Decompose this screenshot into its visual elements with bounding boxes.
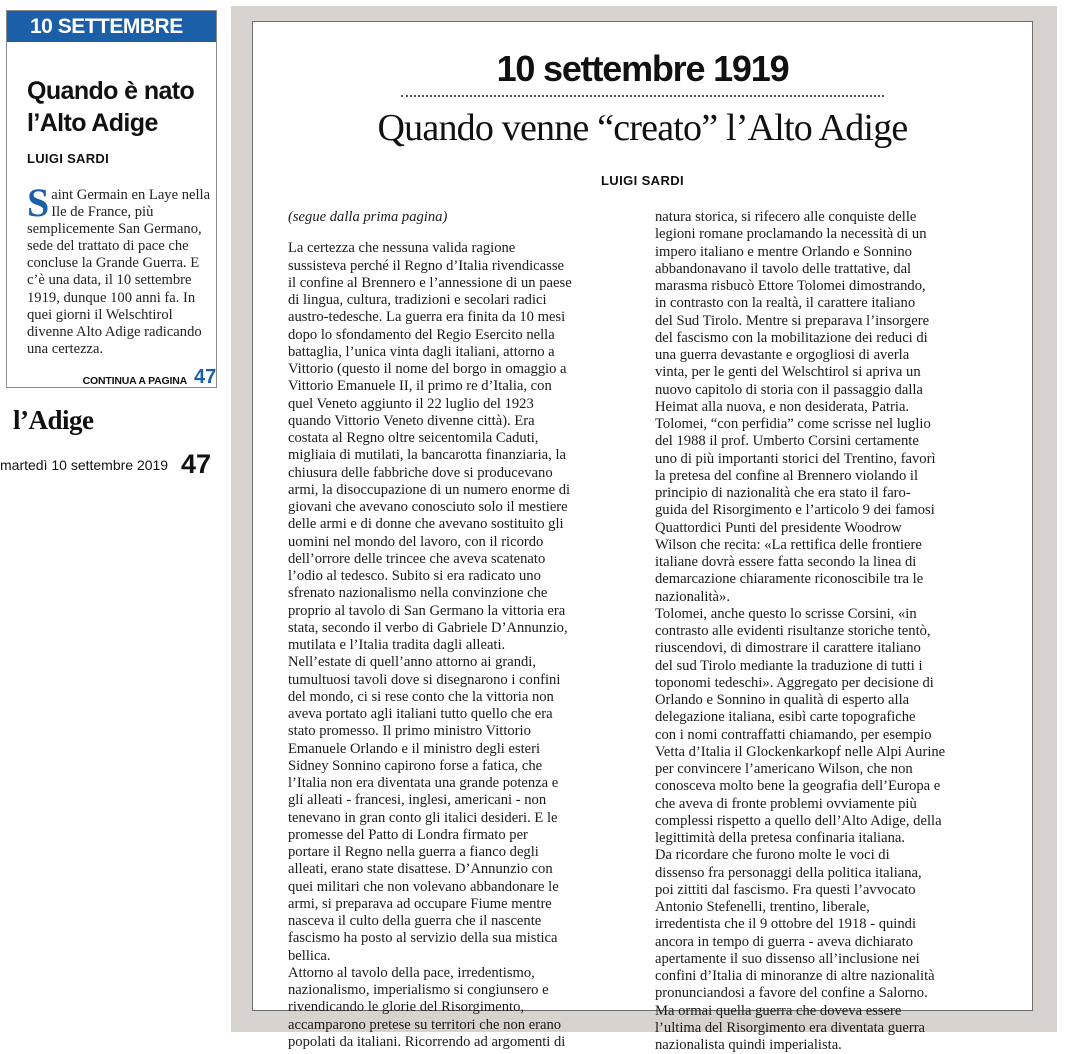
text-line: tumultuosi tavoli dove si disegnarono i confini [288,671,561,688]
text-line: per convincere l’americano Wilson, che non [655,761,913,777]
text-line: conosceva molto bene la geografia dell’Europa e [655,778,941,795]
article-column-right [655,209,1000,1054]
text-line: legittimità della pretesa confinaria italiana. [655,830,906,846]
teaser-author: LUIGI SARDI [27,151,110,166]
text-line: natura storica, si rifecero alle conquiste delle [655,209,917,225]
text-line: impero italiano e mentre Orlando e Sonnino [655,243,912,260]
text-line: alleati, erano state disattese. D’Annunzio con [288,861,553,878]
text-line: uomini nel mondo del lavoro, con il ricordo [288,533,544,550]
text-line: nazionalità». [655,588,730,605]
text-line: riuscendovi, di dimostrare il carattere italiano [655,640,921,657]
text-line: austro-tedesche. La guerra era finita da 10 mesi [288,309,566,326]
teaser-headline: Quando è nato l’Alto Adige [27,77,195,137]
text-line: Antonio Stefenelli, trentino, liberale, [655,899,870,915]
text-line: marasma risbucò Ettore Tolomei dimostrando, [655,278,926,294]
teaser-dropcap: S [27,180,50,225]
text-line: (segue dalla prima pagina) [288,209,448,225]
text-line: quel Veneto aggiunto il 22 luglio del 1923 [288,395,534,412]
text-line: Da ricordare che furono molte le voci di [655,847,890,864]
article-kicker: 10 settembre 1919 [496,48,789,89]
text-line: Quattordici Punti del presidente Woodrow [655,519,902,536]
text-line: confini d’Italia di minoranze di altre nazionalità [655,968,935,984]
text-line: ancora in tempo di guerra - aveva dichiarato [655,933,914,950]
text-line: contrasto alle evidenti risultanze storiche tentò, [655,623,931,639]
text-line: del 1988 il prof. Umberto Corsini certamente [655,433,919,450]
text-line: legioni romane proclamando la necessità di un [655,226,927,243]
text-line: battaglia, l’unica vinta dagli italiani, attorno a [288,343,555,360]
teaser-continue-page-link[interactable]: 47 [194,366,217,388]
text-line: complessi rispetto a quello dell’Alto Adige, della [655,812,942,829]
text-line: l’ultima del Risorgimento era diventata guerra [655,1019,926,1036]
paragraph-gap [288,226,634,240]
text-line: accamparono pretese su territori che non erano [288,1016,562,1033]
issue-date: martedì 10 settembre 2019 [0,457,169,473]
page-number: 47 [181,449,212,479]
text-line: di lingua, cultura, tradizioni e secolari radici [288,292,547,308]
text-line: Ma ormai quella guerra che doveva essere [655,1002,902,1019]
text-line: l’Italia non era diventata una grande potenza e [288,775,559,791]
text-line: Tolomei, “con perfidia” come scrisse nel luglio [655,416,931,432]
text-line: Tolomei, anche questo lo scrisse Corsini, «in [655,605,917,622]
text-line: stata, secondo il verbo di Gabriele D’Annunzio, [288,619,568,636]
text-line: dopo lo sfondamento del Regio Esercito nella [288,326,555,343]
text-line: Nell’estate di quell’anno attorno ai grandi, [288,654,537,671]
teaser-date-bar: 10 SETTEMBRE 1919 [7,11,216,42]
text-line: portare il Regno nella guerra a fianco degli [288,844,539,860]
text-line: del Sud Tirolo. Mentre si preparava l’insorgere [655,312,930,329]
text-line: la pretesa del confine al Brennero violando il [655,467,918,484]
text-line: chiusura delle fabbriche dove si producevano [288,464,553,481]
text-line: toponomi tedeschi». Aggregato per decisione di [655,674,934,691]
text-line: La certezza che nessuna valida ragione [288,240,516,257]
text-line: Heimat alla nuova, e non desiderata, Patria. [655,398,910,415]
teaser-box [6,10,217,388]
text-line: vinta, per le genti del Welschtirol si apriva un [655,364,921,381]
text-line: abbandonavano il tavolo delle trattative, dal [655,260,912,277]
text-line: una guerra devastante e orgogliosi di averla [655,347,910,363]
text-line: Emanuele Orlando e il ministro degli esteri [288,740,541,757]
text-line: in contrasto con la realtà, il carattere italiano [655,295,916,312]
text-line: sussisteva perché il Regno d’Italia rivendicasse [288,257,564,274]
text-line: dissenso fra personaggi della politica italiana, [655,864,922,881]
text-line: gli alleati - francesi, inglesi, americani - non [288,792,547,809]
text-line: apertamente il suo dissenso all’inclusione nei [655,950,920,967]
text-line: guida del Risorgimento e l’articolo 9 dei famosi [655,502,935,519]
text-line: Vetta d’Italia il Glockenkarkopf nelle Alpi Aurine [655,743,946,760]
text-line: italiane dovrà essere fatta secondo la linea di [655,554,917,570]
text-line: Attorno al tavolo della pace, irredentismo, [288,964,535,981]
text-line: nazionalismo, imperialismo si congiunsero e [288,982,549,998]
text-line: Orlando e Sonnino in qualità di esperto alla [655,692,910,708]
article-author: LUIGI SARDI [600,173,685,188]
text-line: del mondo, ci si rese conto che la vittoria non [288,688,554,705]
text-line: proprio al tavolo di San Germano la vittoria era [288,602,566,619]
text-line: principio di nazionalità che era stato il faro- [655,485,911,501]
teaser-body: aint Germain en Laye nella Ile de France, più semplicemente San Germano, sede del trattato di pace che concluse la Grande Guerra. E c’è una data, il 10 settembre 1919, dunque 100 anni fa. In quei giorni il Welschtirol divenne Alto Adige radicando una certezza. [27,187,211,357]
text-line: mutilata e l’Italia tradita dagli alleati. [288,637,506,653]
article-column-left [288,209,634,1051]
text-line: poi zittiti dal fascismo. Fra questi l’avvocato [655,881,916,898]
text-line: che aveva di fronte problemi ovviamente più [655,795,917,812]
text-line: Vittorio Emanuele II, il primo re d’Italia, con [288,378,552,395]
text-line: delle armi e di donne che avevano sostituito gli [288,516,564,533]
text-line: Vittorio (questo il nome del borgo in omaggio a [288,361,567,377]
teaser-continue-label: CONTINUA A PAGINA [82,375,187,387]
text-line: il confine al Brennero e l’annessione di un paese [288,274,572,291]
text-line: sfrenato nazionalismo nella convinzione che [288,585,548,602]
text-line: con i nomi contraffatti chiamando, per esempio [655,726,932,743]
teaser-text [27,180,215,358]
text-line: giovani che avevano conosciuto solo il mestiere [288,499,568,515]
text-line: tenevano in gran conto gli italici desideri. E le [288,809,558,826]
text-line: armi, si preparava ad occupare Fiume mentre [288,895,552,912]
text-line: l’odio al tedesco. Subito si era radicato uno [288,568,541,584]
text-line: dell’orrore delle trincee che aveva scatenato [288,550,546,567]
text-line: nuovo capitolo di storia con il passaggio dalla [655,381,923,398]
text-line: bellica. [288,947,331,964]
text-line: stato promesso. Il primo ministro Vittorio [288,723,531,740]
text-line: pronunciandosi a favore del confine a Salorno. [655,985,928,1002]
text-line: rivendicando le glorie del Risorgimento, [288,999,525,1016]
text-line: costata al Regno oltre seicentomila Caduti, [288,430,539,446]
text-line: migliaia di mutilati, la bancarotta finanziaria, la [288,447,566,464]
text-line: del fascismo con la mobilitazione dei reduci di [655,329,928,346]
article-title: Quando venne “creato” l’Alto Adige [377,107,908,149]
text-line: Wilson che recita: «La rettifica delle frontiere [655,536,922,553]
text-line: armi, la disoccupazione di un numero enorme di [288,481,571,498]
text-line: promesse del Patto di Londra firmato per [288,826,528,843]
text-line: nasceva il culto della guerra che il nascente [288,913,542,929]
text-line: quando Vittorio Veneto divenne città). Era [288,412,535,429]
text-line: nazionalista quindi imperialista. [655,1037,842,1053]
text-line: delegazione italiana, esibì carte topografiche [655,709,916,726]
text-line: demarcazione chiaramente riconoscibile tra le [655,571,924,588]
kicker-dotted-rule [401,95,884,97]
text-line: del sud Tirolo mediante la traduzione di tutti i [655,657,923,674]
text-line: Sidney Sonnino capirono forse a fatica, che [288,757,543,774]
text-line: quei militari che non volevano abbandonare le [288,878,559,895]
newspaper-logo: l’Adige [13,405,94,435]
text-line: fascismo ha posto al servizio della sua mistica [288,930,558,947]
text-line: popolati da italiani. Ricorrendo ad argomenti di [288,1033,566,1050]
text-line: aveva portato agli italiani tutto quello che era [288,706,553,722]
text-line: uno di più importanti storici del Trentino, favorì [655,450,936,467]
text-line: irredentista che il 9 ottobre del 1918 - quindi [655,916,916,933]
